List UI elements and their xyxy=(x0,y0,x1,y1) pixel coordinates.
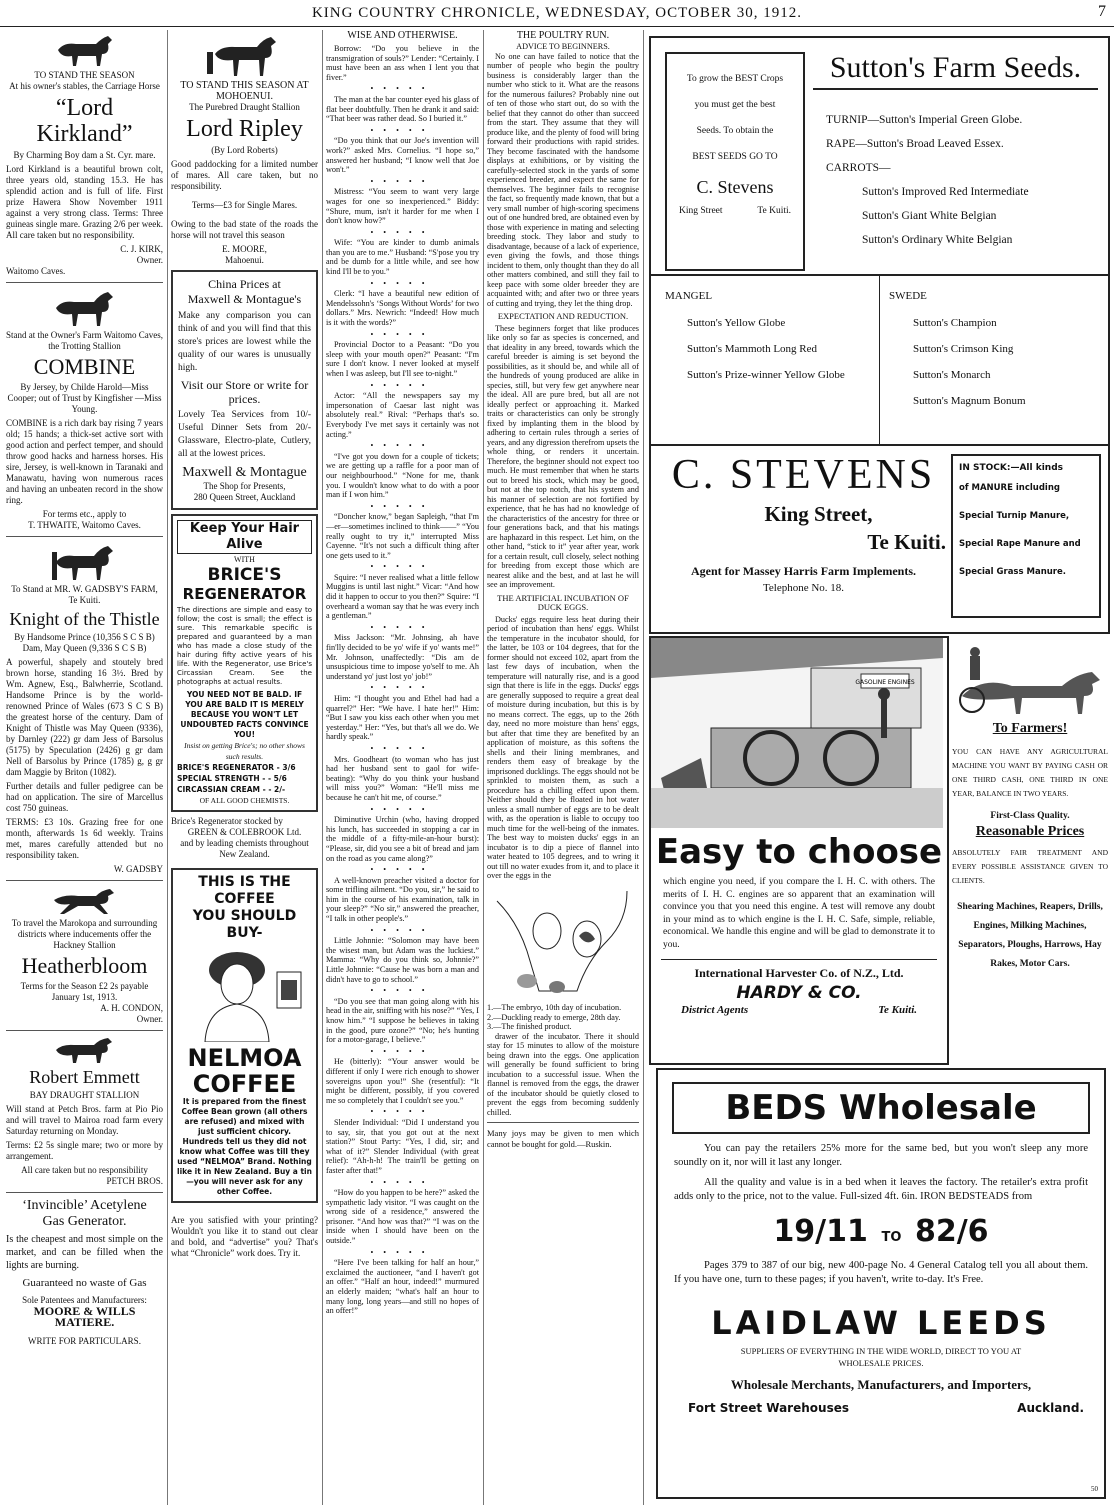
star-separator: ••••• xyxy=(370,804,435,814)
brice-stock-firm: GREEN & COLEBROOK Ltd. xyxy=(187,827,302,837)
china-firm: Maxwell & Montague xyxy=(182,465,307,480)
swede-heading: SWEDE xyxy=(889,290,927,302)
combine-name: COMBINE xyxy=(33,354,136,379)
carrot-item: Sutton's Giant White Belgian xyxy=(862,210,997,222)
stevens-street: King Street, xyxy=(764,502,873,526)
swede-item: Sutton's Magnum Bonum xyxy=(913,395,1026,407)
gas-write: WRITE FOR PARTICULARS. xyxy=(28,1336,141,1346)
gas-firm-2: MATIERE. xyxy=(54,1315,115,1329)
star-separator: ••••• xyxy=(370,986,435,996)
star-separator: ••••• xyxy=(370,441,435,451)
beds-wholesale-ad xyxy=(656,1068,1106,1499)
joke-item: Actor: “All the newspapers say my impersonation of Caesar last night was absolutely real.” Rival: “Perhaps that's so. Everybody I've met says it certainly was not acting.” xyxy=(326,391,479,439)
ripley-body: Good paddocking for a limited number of mares. All care taken, but no responsibility. xyxy=(171,159,318,191)
divider xyxy=(6,880,163,881)
farmers-treatment: ABSOLUTELY FAIR TREATMENT AND EVERY POSSIBLE ASSISTANCE GIVEN TO CLIENTS. xyxy=(952,848,1108,885)
star-separator: ••••• xyxy=(370,925,435,935)
figure-caption: 1.—The embryo, 10th day of incubation. xyxy=(487,1003,622,1012)
joke-item: Clerk: “I have a beautiful new edition of Mendelssohn's ‘Songs Without Words’ for two dollars.” Mrs. Newrich: “Indeed! How much is it with the words?” xyxy=(326,289,479,328)
beds-price-from: 19/11 xyxy=(773,1214,868,1249)
stevens-box-town: Te Kuiti. xyxy=(757,206,791,216)
sutton-title: Sutton's Farm Seeds. xyxy=(813,48,1098,90)
joke-item: Provincial Doctor to a Peasant: “Do you sleep with your mouth open?” Peasant: “I'm sure I don't know. I never looked at myself when I was asleep, but I'll see to-night.” xyxy=(326,340,479,378)
star-separator: ••••• xyxy=(370,501,435,511)
brice-insist: Insist on getting Brice's; no other shows such results. xyxy=(184,741,305,761)
star-separator: ••••• xyxy=(370,1107,435,1117)
combine-at: Stand at the Owner's Farm Waitomo Caves, the Trotting Stallion xyxy=(6,330,163,351)
brice-bald: YOU NEED NOT BE BALD. IF YOU ARE BALD IT IS MERELY BECAUSE YOU WON'T LET UNDOUBTED FACTS CONVINCE YOU! xyxy=(180,690,309,739)
divider xyxy=(6,282,163,283)
ihc-heading: Easy to choose xyxy=(655,832,943,872)
swede-items xyxy=(889,310,1099,414)
figure-caption: 2.—Duckling ready to emerge, 28th day. xyxy=(487,1012,621,1022)
knight-further: Further details and fuller pedigree can be had on application. The sire of Marcellus cost 750 guineas. xyxy=(6,781,163,813)
stevens-box xyxy=(665,52,805,271)
swede-list xyxy=(889,282,1099,414)
beds-paragraph: All the quality and value is in a bed when it leaves the factory. The retailer's extra profit adds only to the price, not to the value. Full-sized 4ft. 6in. IRON BEDSTEADS from xyxy=(674,1177,1088,1202)
figure-caption: 3.—The finished product. xyxy=(487,1022,572,1031)
mangel-item: Sutton's Yellow Globe xyxy=(687,317,786,329)
poultry-paragraph: These beginners forget that like produces like only so far as species is concerned, and that ideality in any breed, towards which the careful breeder is aiming is set beyond the possibilities, as it should be, and while all of the hundreds of young produced are alike in species, still, but very few get anywhere near the ideal. All are pure bred, but all are not ideally perfect or approaching it. Marked traits or characteristics can only be strongly fixed by implanting them in the blood by adhering to certain rules through a series of years, and any digression therefrom upsets the whole thing, or renders it uncertain. Therefore, the beginner should not expect too much. He must remember that when he starts out to breed his stock, which may be good, but not at the top notch, that his system and his manner of selection are not fortified by experience, that he has had no knowledge of the characteristics of the ancestry for three or four generations back, and that his matings are haphazard in this respect. Let him, on the other hand, “stick to it” year after year, work for a certain result, cull closely, select nothing for breeding from except those which are nearest alike and the best, and at last he will see an improvement. xyxy=(487,323,639,589)
laidlaw-wholesale: Wholesale Merchants, Manufacturers, and Importers, xyxy=(730,1377,1032,1392)
column-rule xyxy=(483,30,484,1505)
farmers-machines: Shearing Machines, Reapers, Drills, Engines, Milking Machines, Separators, Ploughs, Harrows, Hay Rakes, Motor Cars. xyxy=(957,902,1103,969)
in-stock-item: Special Turnip Manure, xyxy=(959,511,1070,521)
joke-item: “How do you happen to be here?” asked the sympathetic lady visitor. “I was caught on the wrong side of a residence,” answered the prisoner. “And how was that?” “I was on the inside when I should have been on the outside.” xyxy=(326,1188,479,1246)
emmett-owner: PETCH BROS. xyxy=(106,1176,163,1186)
ruskin-quote: Many joys may be given to men which cannot be bought for gold.—Ruskin. xyxy=(487,1128,639,1149)
combine-owner: T. THWAITE, Waitomo Caves. xyxy=(28,520,141,530)
carrot-items xyxy=(826,180,1096,252)
gas-name-1: ‘Invincible’ Acetylene xyxy=(22,1198,147,1213)
brice-name-1: BRICE'S xyxy=(207,565,282,585)
kirkland-body: Lord Kirkland is a beautiful brown colt, three years old, standing 15.3. He has splendid action and is full of life. First prize Hawera Show November 1911 against a very strong class. Terms: Three guineas single mare. Grazing 2/6 per week. All care taken but no responsibility. xyxy=(6,164,163,240)
mangel-heading: MANGEL xyxy=(665,290,713,302)
farmers-ad xyxy=(952,636,1108,1061)
kirkland-by: By Charming Boy dam a St. Cyr. mare. xyxy=(13,150,156,160)
kirkland-owner: C. J. KIRK, xyxy=(120,244,163,254)
in-stock-item: of MANURE including xyxy=(959,483,1060,493)
emmett-terms: Terms: £2 5s single mare; two or more by arrangement. xyxy=(6,1140,163,1161)
brice-stock: Brice's Regenerator stocked by xyxy=(171,816,283,826)
mangel-item: Sutton's Prize-winner Yellow Globe xyxy=(687,369,845,381)
china-tag: The Shop for Presents, xyxy=(203,481,286,491)
star-separator: ••••• xyxy=(370,278,435,288)
stevens-box-line: To grow the BEST Crops xyxy=(686,74,784,84)
stevens-box-name: C. Stevens xyxy=(696,177,774,197)
ripley-name: Lord Ripley xyxy=(186,116,303,142)
jokes-title: WISE AND OTHERWISE. xyxy=(347,30,458,41)
joke-item: A well-known preacher visited a doctor for some trifling ailment. “Do you, sir,” he said to him in the course of his examination, talk in your sleep?” “No sir,” answered the preacher, “I talk in other people's.” xyxy=(326,875,479,924)
jokes-list xyxy=(326,44,479,1316)
china-address: 280 Queen Street, Auckland xyxy=(193,492,296,502)
poultry-advice: ADVICE TO BEGINNERS. xyxy=(516,42,610,51)
farmers-quality: First-Class Quality. xyxy=(990,811,1070,821)
china-body: Make any comparison you can think of and you will find that this store's prices are lowest while the quality of our wares is unusually high. xyxy=(178,311,311,373)
draught-horse-icon xyxy=(205,32,285,78)
sutton-rape: RAPE—Sutton's Broad Leaved Essex. xyxy=(826,138,1004,150)
divider xyxy=(487,1122,639,1123)
page-header xyxy=(0,0,1114,27)
kirkland-place: Waitomo Caves. xyxy=(6,266,66,276)
farmers-body: YOU CAN HAVE ANY AGRICULTURAL MACHINE YOU WANT BY PAYING CASH OR ONE THIRD CASH, ONE THIRD IN ONE YEAR, BALANCE IN TWO YEARS. xyxy=(952,747,1108,798)
joke-item: Wife: “You are kinder to dumb animals than you are to me.” Husband: “S'pose you try and be dumb for a little while, and see how kind I'll be to you.” xyxy=(326,238,479,277)
emmett-body: Will stand at Petch Bros. farm at Pio Pio and will travel to Mairoa road farm every Saturday returning on Monday. xyxy=(6,1104,163,1136)
beds-paragraph: Pages 379 to 387 of our big, new 400-page No. 4 General Catalog tell you all about them. If you have one, turn to these pages; if you haven't, write to-day. It's Free. xyxy=(674,1260,1088,1285)
brice-price-row: BRICE'S REGENERATOR - 3/6 xyxy=(177,763,296,772)
star-separator: ••••• xyxy=(370,743,435,753)
draught-horse-icon xyxy=(50,1036,120,1064)
star-separator: ••••• xyxy=(370,1177,435,1187)
stevens-block xyxy=(661,450,946,596)
stevens-box-street: King Street xyxy=(679,206,723,216)
kirkland-owner-title: Owner. xyxy=(136,255,163,265)
column-poultry-run xyxy=(487,30,639,1505)
poultry-paragraph: drawer of the incubator. There it should stay for 15 minutes to allow of the moisture being drawn into the eggs. One application will generally be found sufficient to bring incubation to a successful issue. When the flannel is removed from the eggs, the drawer of the incubator should be quietly closed to prevent the eggs from becoming suddenly chilled. xyxy=(487,1031,639,1117)
ihc-district: District Agents xyxy=(681,1004,749,1016)
star-separator: ••••• xyxy=(370,380,435,390)
in-stock-box xyxy=(951,454,1101,618)
emmett-sub: BAY DRAUGHT STALLION xyxy=(29,1090,140,1100)
sutton-list xyxy=(826,108,1096,252)
sutton-seeds-ad xyxy=(649,36,1110,634)
ripley-note: Owing to the bad state of the roads the horse will not travel this season xyxy=(171,219,318,240)
knight-by: By Handsome Prince (10,356 S C S B) Dam, May Queen (9,336 S C S B) xyxy=(14,632,155,653)
stevens-box-line: BEST SEEDS GO TO xyxy=(692,152,778,162)
stevens-box-line: Seeds. To obtain the xyxy=(696,126,774,136)
knight-body: A powerful, shapely and stoutely bred brown horse, standing 16 3½. Bred by Wm. Agnew, Esq., Balwherrie, Scotland. Handsome Prince is by the world-renowned Prince of Wales (673 S C S B) the greatest horse of the century. Dam of Knight of Thistle was May Queen (9336), by Darnley (222) gr dam Jess of Barsolus (5175) by Speculation (2426) g gr dam Nell of Barsolus by Prince (1785) g, g gr dam Maggie by Briton (1082). xyxy=(6,657,163,777)
ripley-by: (By Lord Roberts) xyxy=(211,145,278,155)
coffee-body: It is prepared from the finest Coffee Bean grown (all others are refused) and mixed with just sufficient chicory. Hundreds tell us they did not know what Coffee was till they used “NELMOA” Brand. Nothing like it in New Zealand. Buy a tin—you will never ask for any other Coffee. xyxy=(177,1097,312,1196)
column-rule xyxy=(643,30,644,1505)
brice-ad xyxy=(171,514,318,812)
coffee-name-2: COFFEE xyxy=(192,1070,297,1098)
poultry-paragraph: No one can have failed to notice that the number of people who begin the poultry business is considerably larger than the number who stick to it. What are the reasons for the numerous failures? Probably nine out of ten of those who start out, do so with the belief that they cannot do other than succeed from the start. They assume that they will produce like, and the plenty of food will bring forward their productions with rapid strides. They become fascinated with the handsome displays at exhibitions, or by visiting the carefully-selected stock in the yards of some experienced breeder, and expect the same for themselves. The beginner fails to recognise the fact, so frequently made known, that but a very small number of high-scoring specimens out of one hundred bred, are obtained even by those with experience in mating and selecting breeding stock. They labor and study to disadvantage, because of a lack of experience, even giving the fowls, and those things incident to them, only thought than they do all other matters combined, and still they fail to keep pace with some older breeder they are acquainted with; and after two or three years of cutting and trying, they let the thing drop. xyxy=(487,51,639,308)
star-separator: ••••• xyxy=(370,622,435,632)
trotting-horse-icon xyxy=(50,886,120,916)
star-separator: ••••• xyxy=(370,1046,435,1056)
stevens-agent: Agent for Massey Harris Farm Implements. xyxy=(690,564,917,578)
china-title-2: Maxwell & Montague's xyxy=(187,292,302,306)
joke-item: “Do you see that man going along with his head in the air, sniffing with his nose?” “Yes, I know him.” “I suppose he believes in taking in the good, pure ozone?” “No; he's hunting for a motor-garage, I believe.” xyxy=(326,996,479,1045)
column-rule xyxy=(322,30,323,1505)
swede-item: Sutton's Champion xyxy=(913,317,997,329)
joke-item: Little Johnnie: “Solomon may have been the wisest man, but Adam was the luckiest.” Mamma: “Why do you think so, Johnnie?” Little Johnnie: “Cause he was born a man and didn't have to go to school.” xyxy=(326,936,479,984)
heather-at: To travel the Marokopa and surrounding districts where inducements offer the Hackney Stallion xyxy=(11,918,158,950)
brice-price-row: CIRCASSIAN CREAM - - 2/- xyxy=(177,785,286,794)
china-list: Lovely Tea Services from 10/- Useful Dinner Sets from 20/- Glassware, Electro-plate, Cutlery, all at the lowest prices. xyxy=(178,410,311,459)
heather-owner: A. H. CONDON, xyxy=(100,1003,163,1013)
knight-at: To Stand at MR. W. GADSBY'S FARM, Te Kuiti. xyxy=(11,584,158,605)
carrot-item: Sutton's Ordinary White Belgian xyxy=(862,234,1013,246)
brice-with: WITH xyxy=(234,555,255,564)
mangel-list xyxy=(665,282,875,388)
laidlaw-leeds-logo: LAIDLAW LEEDS xyxy=(711,1304,1051,1342)
emmett-care: All care taken but no responsibility xyxy=(21,1165,148,1175)
ripley-sub: The Purebred Draught Stallion xyxy=(189,102,300,112)
ihc-agents: HARDY & CO. xyxy=(736,983,862,1003)
gas-guarantee: Guaranteed no waste of Gas xyxy=(22,1277,147,1289)
combine-terms: For terms etc., apply to xyxy=(42,509,127,519)
star-separator: ••••• xyxy=(370,227,435,237)
column-stallions xyxy=(6,30,163,1505)
knight-terms: TERMS: £3 10s. Grazing free for one month, afterwards 1s 6d weekly. Trains met, mares carefully attended but no responsibility taken. xyxy=(6,817,163,860)
heather-owner-title: Owner. xyxy=(136,1014,163,1024)
horse-icon xyxy=(50,288,120,328)
knight-owner: W. GADSBY xyxy=(113,864,163,874)
combine-body: COMBINE is a rich dark bay rising 7 years old; 15 hands; a thick-set active sort with good action and perfect temper, and should throw good hacks and harness horses. His sire, Jersey, is well-known in Taranaki and Manawatu, having won numerous races and having an unbeaten record in the show ring. xyxy=(6,418,163,505)
horse-icon xyxy=(50,32,120,68)
stevens-town: Te Kuiti. xyxy=(867,530,946,554)
divider xyxy=(651,444,1108,446)
farmers-title: To Farmers! xyxy=(992,721,1068,736)
stevens-name: C. STEVENS xyxy=(671,452,936,498)
star-separator: ••••• xyxy=(370,125,435,135)
coffee-head-1: THIS IS THE COFFEE xyxy=(198,874,291,907)
kirkland-to-stand: TO STAND THE SEASON xyxy=(34,70,135,80)
joke-item: Him: “I thought you and Ethel had had a quarrel?” Her: “We have. I hate her!” Him: “But I saw you kiss each other when you met yesterday.” Her: “Yes, but that's all we do. We hardly speak.” xyxy=(326,694,479,742)
mangel-items xyxy=(665,310,875,388)
ripley-place: Mahoenui. xyxy=(225,255,264,265)
brice-name-2: REGENERATOR xyxy=(182,585,307,603)
laidlaw-warehouse: Fort Street Warehouses xyxy=(688,1401,849,1415)
china-ad xyxy=(171,270,318,510)
ihc-firm: International Harvester Co. of N.Z., Ltd. xyxy=(694,966,904,980)
divider xyxy=(6,1192,163,1193)
heather-terms: Terms for the Season £2 2s payable January 1st, 1913. xyxy=(20,981,149,1002)
page-number: 7 xyxy=(1098,3,1106,20)
duck-egg-illustration xyxy=(487,881,637,1001)
joke-item: Borrow: “Do you believe in the transmigration of souls?” Lender: “Certainly. I must have been an ass when I lent you that fiver.” xyxy=(326,44,479,82)
brice-body: The directions are simple and easy to follow; the cost is small; the effect is sure. This remarkable specific is prepared and guaranteed by a man who has made a close study of the hair during fifty active years of his life. With the Regenerator, use Brice's Circassian Cream. See the photographs at actual results. xyxy=(177,606,312,686)
sutton-carrots: CARROTS— xyxy=(826,162,891,174)
poultry-subhead: THE ARTIFICIAL INCUBATION OF DUCK EGGS. xyxy=(497,592,629,612)
joke-item: Miss Jackson: “Mr. Johnsing, ah have fin'lly decided to be yo' wife if yo' wants me!” Mr. Johnson, unaffectedly: “Dis am de unsuspicious time to impose yo'self to me. Ah understand yo' just lost yo' job!” xyxy=(326,633,479,681)
star-separator: ••••• xyxy=(370,562,435,572)
laidlaw-city: Auckland. xyxy=(1017,1401,1084,1415)
star-separator: ••••• xyxy=(370,683,435,693)
divider xyxy=(879,274,880,444)
beds-title: BEDS Wholesale xyxy=(672,1082,1090,1134)
ihc-engine-ad xyxy=(649,636,949,1065)
divider xyxy=(6,1030,163,1031)
china-visit: Visit our Store or write for prices. xyxy=(180,378,309,406)
swede-item: Sutton's Crimson King xyxy=(913,343,1014,355)
coffee-name-1: NELMOA xyxy=(187,1044,302,1072)
joke-item: Mrs. Goodheart (to woman who has just had her husband sent to gaol for wife-beating): “Why do you think your husband will miss you?” Woman: “He'll miss me because he can't hit me, of course.” xyxy=(326,754,479,802)
kirkland-name: “Lord Kirkland” xyxy=(36,95,133,147)
gas-firm-1: MOORE & WILLS xyxy=(33,1304,136,1318)
joke-item: “Here I've been talking for half an hour,” exclaimed the auctioneer, “and I haven't got an offer.” “Half an hour, indeed!” murmured an elderly maiden; “what's half an hour to many long, long years—and still no hopes of an offer!” xyxy=(326,1258,479,1316)
in-stock-item: Special Rape Manure and xyxy=(959,539,1081,549)
joke-item: Diminutive Urchin (who, having dropped his lunch, has succeeded in stopping a car in the middle of a fifty-mile-an-hour burst): “Please, sir, did you see a bit of bread and jam on the road as you came along?” xyxy=(326,815,479,863)
mangel-item: Sutton's Mammoth Long Red xyxy=(687,343,818,355)
emmett-name: Robert Emmett xyxy=(29,1067,140,1087)
woman-portrait-illustration xyxy=(177,942,314,1042)
masthead-title: KING COUNTRY CHRONICLE, WEDNESDAY, OCTOBER 30, 1912. xyxy=(311,5,803,21)
engine-signage: GASOLINE ENGINES xyxy=(855,679,915,686)
divider xyxy=(6,536,163,537)
ripley-terms: Terms—£3 for Single Mares. xyxy=(191,200,298,210)
star-separator: ••••• xyxy=(370,176,435,186)
heather-name: Heatherbloom xyxy=(21,953,148,978)
in-stock-head: IN STOCK:—All kinds xyxy=(959,463,1064,473)
ripley-owner: E. MOORE, xyxy=(222,244,267,254)
gas-sole: Sole Patentees and Manufacturers: xyxy=(22,1295,147,1305)
column-wise-and-otherwise xyxy=(326,30,479,1505)
joke-item: “Do you think that our Joe's invention will work?” asked Mrs. Cornelius. “I hope so,” answered her husband; “I know well that Joe won't.” xyxy=(326,136,479,175)
farmers-prices: Reasonable Prices xyxy=(975,824,1085,839)
combine-by: By Jersey, by Childe Harold—Miss Cooper; out of Trust by Kingfisher —Miss Young. xyxy=(7,382,162,414)
beds-price-to-label: TO xyxy=(881,1230,902,1245)
swede-item: Sutton's Monarch xyxy=(913,369,991,381)
joke-item: Mistress: “You seem to want very large wages for one so inexperienced.” Biddy: “Shure, mum, isn't it harder for me when I don't know how?” xyxy=(326,187,479,226)
star-separator: ••••• xyxy=(370,865,435,875)
joke-item: “Doncher know,” began Sapleigh, “that I'm—er—sometimes inclined to think——” “You really ought to try it,” interrupted Miss Cayenne. “It's not such a difficult thing after one gets used to it.” xyxy=(326,512,479,560)
poultry-subhead: EXPECTATION AND REDUCTION. xyxy=(497,311,629,321)
engine-illustration xyxy=(651,638,943,828)
ihc-town: Te Kuiti. xyxy=(878,1004,917,1016)
brice-stock-more: and by leading chemists throughout New Zealand. xyxy=(180,838,309,859)
beds-paragraph: You can pay the retailers 25% more for the same bed, but you won't sleep any more soundly on it, nor will it last any longer. xyxy=(674,1143,1088,1168)
stevens-phone: Telephone No. 18. xyxy=(762,582,845,594)
printing-note: Are you satisfied with your printing? Wouldn't you like it to stand out clear and bold, and “advertise” you? That's what “Chronicle” work does. Try it. xyxy=(171,1215,318,1258)
sutton-turnip: TURNIP—Sutton's Imperial Green Globe. xyxy=(826,114,1023,126)
stevens-box-line: you must get the best xyxy=(694,100,776,110)
laidlaw-suppliers: SUPPLIERS OF EVERYTHING IN THE WIDE WORLD, DIRECT TO YOU AT WHOLESALE PRICES. xyxy=(740,1346,1022,1368)
coffee-ad xyxy=(171,868,318,1203)
star-separator: ••••• xyxy=(370,1247,435,1257)
ad-code: 50 xyxy=(1091,1485,1098,1493)
star-separator: ••••• xyxy=(370,84,435,94)
stevens-box-lines xyxy=(667,54,803,170)
carrot-item: Sutton's Improved Red Intermediate xyxy=(862,186,1029,198)
ihc-body: which engine you need, if you compare the I. H. C. with others. The merits of I. H. C. engines are so apparent that an examination will convince you that you need this engine. A test will remove any doubt in your mind as to which engine is the I. H. C. Safe, simple, reliable, economical. We handle this engine and will be glad to demonstrate it to you. xyxy=(663,877,935,950)
joke-item: “I've got you down for a couple of tickets; we are getting up a raffle for a poor man of our neighbourhood.” “None for me, thank you. I wouldn't know what to do with a poor man if I won him.” xyxy=(326,451,479,500)
star-separator: ••••• xyxy=(370,329,435,339)
kirkland-at: At his owner's stables, the Carriage Horse xyxy=(9,81,160,91)
beds-price-to: 82/6 xyxy=(914,1214,989,1249)
in-stock-item: Special Grass Manure. xyxy=(959,567,1066,577)
ripley-to-stand: TO STAND THIS SEASON AT MOHOENUI. xyxy=(180,80,309,102)
joke-item: Slender Individual: “Did I understand you to say, sir, that you got out at the next station?” Stout Party: “Yes, I did, sir; and what of it?” Slender Individual (with great relief): “Ah-h-h! The train'll be getting on faster after that!” xyxy=(326,1117,479,1175)
horse-icon xyxy=(50,542,120,582)
joke-item: The man at the bar counter eyed his glass of flat beer doubtfully. Then he drank it and said: “That beer was rather dead. So I buried it.” xyxy=(326,94,479,124)
brice-chemists: OF ALL GOOD CHEMISTS. xyxy=(199,796,290,805)
joke-item: Squire: “I never realised what a little fellow Muggins is until last night.” Vicar: “And how did it happen to occur to you then?” Squire: “I overheard a woman say that he was every inch a gentleman.” xyxy=(326,572,479,621)
poultry-title: THE POULTRY RUN. xyxy=(516,30,610,41)
joke-item: He (bitterly): “Your answer would be different if only I were rich enough to shower sovereigns upon you!” She (resentful): “It might be different, possibly, if you covered me so completely that I couldn't see you.” xyxy=(326,1057,479,1105)
column-advertisements xyxy=(171,30,318,1505)
poultry-paragraph: Ducks' eggs require less heat during their period of incubation than hens' eggs. Whilst the temperature in the incubator should, for the latter, be 103 or 104 degrees, that for the former should not exceed 102, apart from the last few days of incubation, when the temperature will naturally rise, and is a good sign that there is life in the eggs. Ducks' eggs are generally supposed to require a great deal of moisture during incubation, but this is by no means correct. The eggs, up to the 26th day, need no more moisture than hens' eggs, but after that time they are benefited by an application of moisture, as this softens the shells and their lining membranes, and renders them easy of breakage by the imprisoned ducklings. The eggs should not be sprinkled to moisten them, as such a procedure has a chilling effect upon them. Neither should they be floated in hot water unless a small number of eggs are to be dealt with, as the operation is liable to occupy too much time for the well-being of the inmates. The best way to moisten ducks' eggs in an incubator is to dip a piece of flannel into water heated to 105 degrees, and to wring it out till no water exudes from it, and to place it over the eggs in the xyxy=(487,614,639,880)
knight-name: Knight of the Thistle xyxy=(9,609,160,629)
column-rule xyxy=(167,30,168,1505)
in-stock-items xyxy=(953,474,1099,586)
gas-name-2: Gas Generator. xyxy=(42,1214,127,1229)
brice-price-row: SPECIAL STRENGTH - - 5/6 xyxy=(177,774,287,783)
coffee-head-2: YOU SHOULD BUY- xyxy=(192,908,297,941)
china-title-1: China Prices at xyxy=(208,277,281,291)
gas-body: Is the cheapest and most simple on the market, and can be filled when the lights are burning. xyxy=(6,1234,163,1271)
reaper-illustration xyxy=(952,636,1108,716)
brice-head: Keep Your Hair Alive xyxy=(177,520,312,554)
